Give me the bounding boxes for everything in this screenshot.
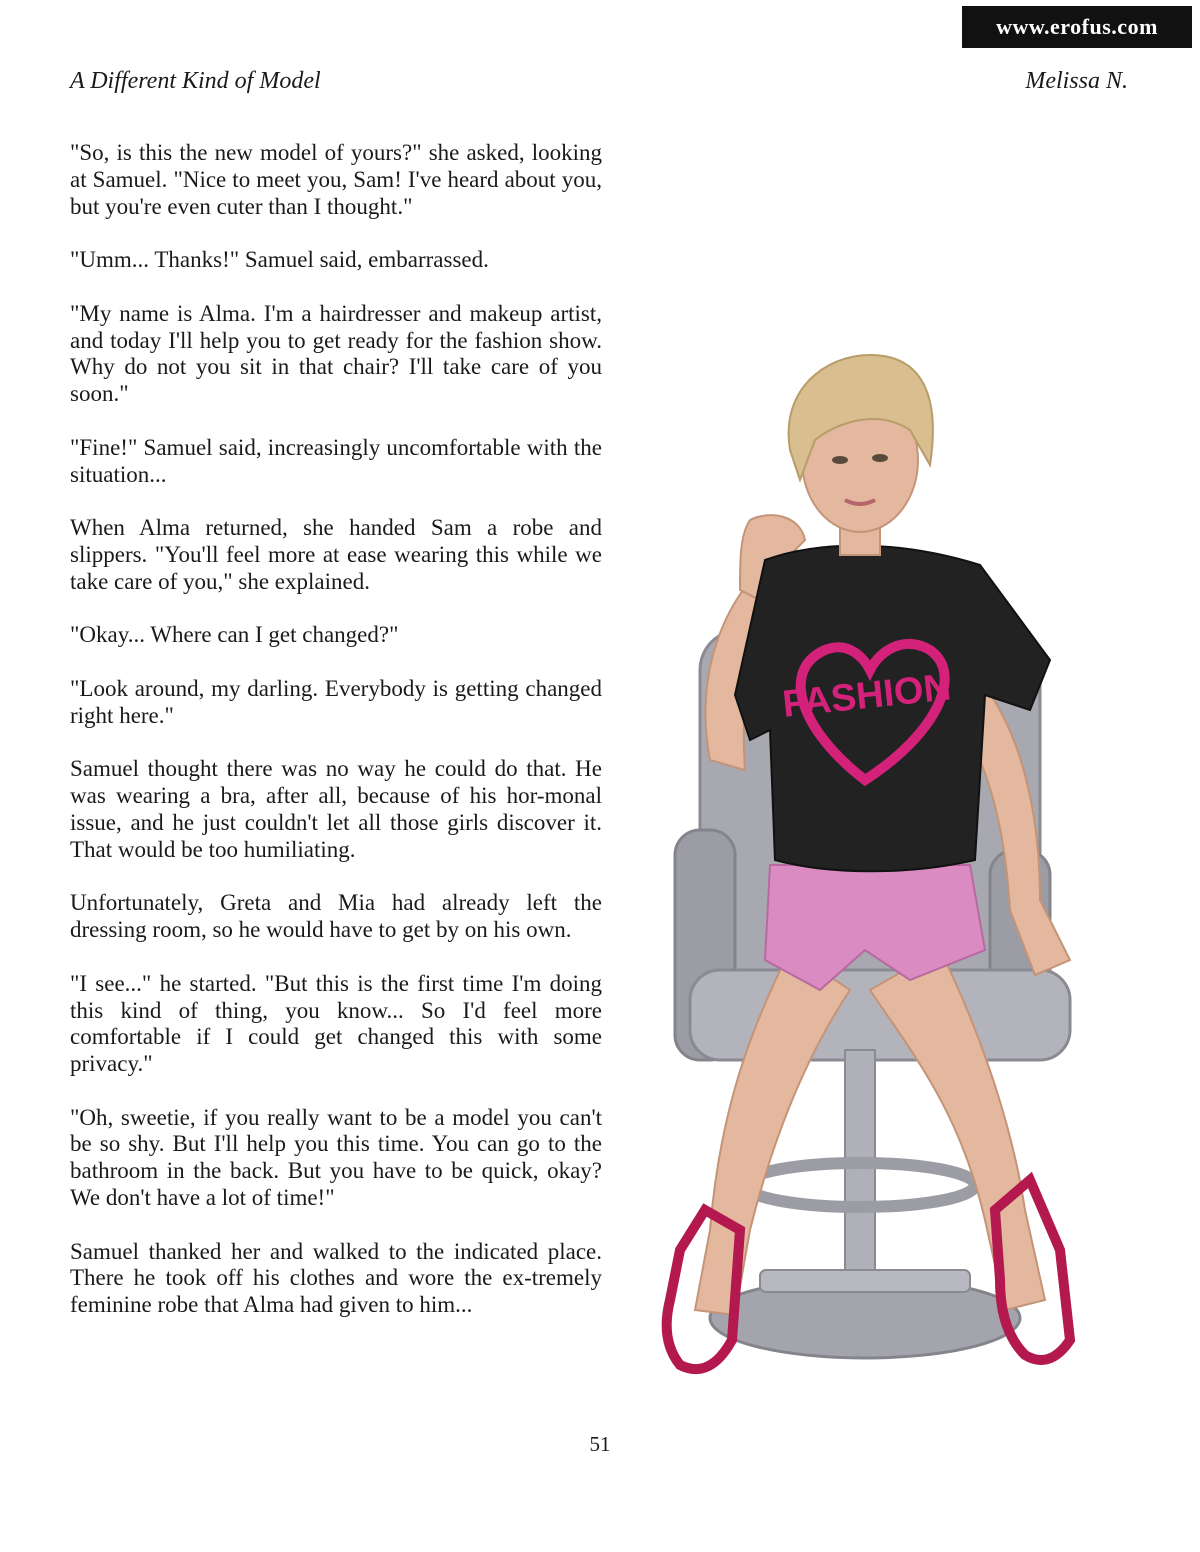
story-text	[70, 140, 602, 1346]
paragraph: Samuel thanked her and walked to the indicated place. There he took off his clothes and wore the ex-tremely feminine robe that Alma had given to him...	[70, 1238, 602, 1318]
shirt-print-text: FASHION	[780, 666, 953, 726]
eye-right	[872, 454, 888, 462]
character-illustration	[640, 350, 1110, 1395]
paragraph: "So, is this the new model of yours?" she asked, looking at Samuel. "Nice to meet you, Sam! I've heard about you, but you're even cuter than I thought."	[70, 140, 602, 219]
page-number: 51	[589, 1432, 611, 1456]
running-author: Melissa N.	[1025, 68, 1128, 94]
paragraph: Samuel thought there was no way he could do that. He was wearing a bra, after all, because of his hor-monal issue, and he just couldn't let all those girls discover it. That would be too humiliating.	[70, 756, 602, 862]
chair-base-plate	[760, 1270, 970, 1292]
paragraph: "Fine!" Samuel said, increasingly uncomfortable with the situation...	[70, 434, 602, 487]
watermark: www.erofus.com	[962, 6, 1192, 48]
chair-column	[845, 1050, 875, 1290]
paragraph: "My name is Alma. I'm a hairdresser and makeup artist, and today I'll help you to get ready for the fashion show. Why do not you sit in that chair? I'll take care of you soon."	[70, 300, 602, 407]
paragraph: "Okay... Where can I get changed?"	[70, 622, 399, 648]
paragraph: "Look around, my darling. Everybody is getting changed right here."	[70, 675, 602, 728]
running-title: A Different Kind of Model	[70, 68, 321, 94]
paragraph: "I see..." he started. "But this is the first time I'm doing this kind of thing, you know... So I'd feel more comfortable if I could get changed this with some privacy."	[70, 970, 602, 1077]
paragraph: "Umm... Thanks!" Samuel said, embarrassed.	[70, 247, 489, 273]
paragraph: When Alma returned, she handed Sam a robe and slippers. "You'll feel more at ease wearing this while we take care of you," she explained.	[70, 515, 602, 594]
paragraph: Unfortunately, Greta and Mia had already left the dressing room, so he would have to get by on his own.	[70, 890, 602, 943]
eye-left	[832, 456, 848, 464]
paragraph: "Oh, sweetie, if you really want to be a model you can't be so shy. But I'll help you this time. You can go to the bathroom in the back. But you have to be quick, okay? We don't have a lot of time!"	[70, 1104, 602, 1211]
